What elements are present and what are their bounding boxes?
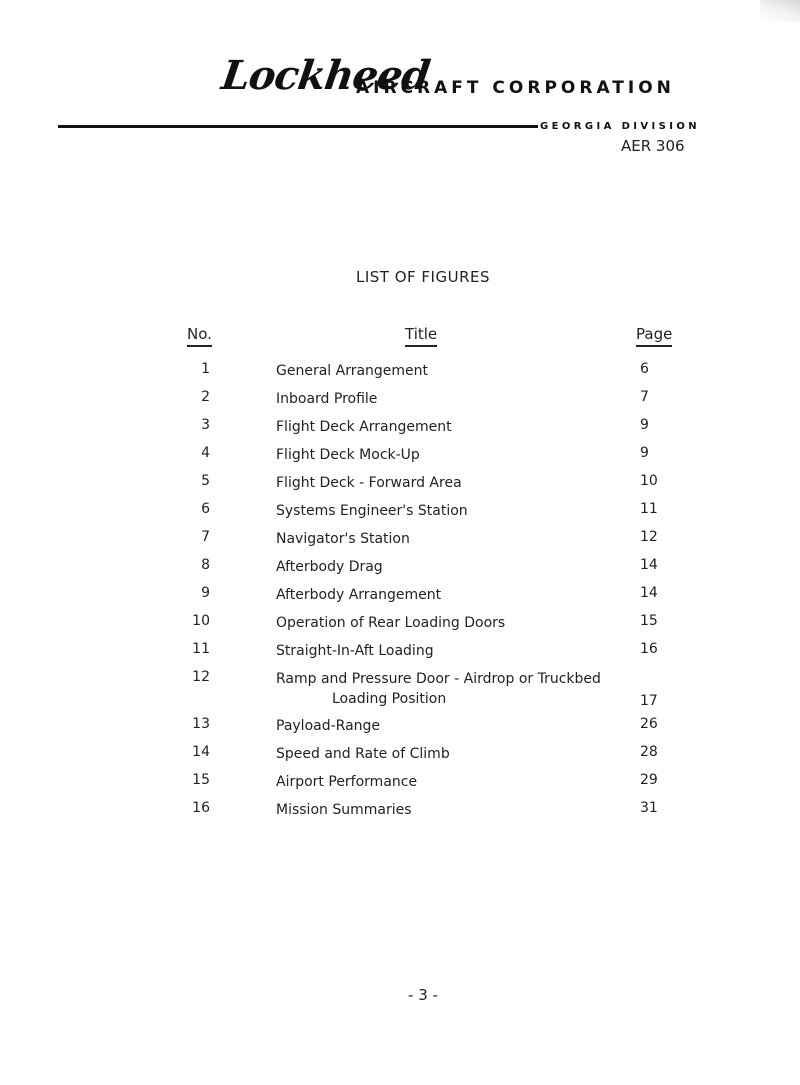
figure-title <box>276 641 626 661</box>
figure-page: 9 <box>640 417 649 433</box>
figure-title <box>276 744 626 764</box>
figure-title <box>276 669 626 709</box>
figure-title-text: Afterbody Drag <box>276 559 383 575</box>
figure-title-text: Afterbody Arrangement <box>276 587 442 603</box>
figure-title <box>276 501 626 521</box>
figure-page: 31 <box>640 800 658 816</box>
figure-number: 12 <box>192 669 210 685</box>
figure-title-text: Ramp and Pressure Door - Airdrop or Truckbed <box>276 671 601 687</box>
figure-title-text: Inboard Profile <box>276 391 378 407</box>
figure-page: 29 <box>640 772 658 788</box>
lockheed-logo: Lockheed <box>218 52 433 99</box>
column-header-no <box>187 325 212 343</box>
figure-number: 15 <box>192 772 210 788</box>
figure-title-text: Operation of Rear Loading Doors <box>276 615 506 631</box>
figure-title <box>276 613 626 633</box>
figure-number: 5 <box>201 473 210 489</box>
column-header-page <box>636 325 672 343</box>
figure-page: 16 <box>640 641 658 657</box>
figure-title-text: Speed and Rate of Climb <box>276 746 450 762</box>
figure-page: 17 <box>640 693 658 709</box>
figure-title <box>276 445 626 465</box>
figure-page: 12 <box>640 529 658 545</box>
figure-title <box>276 417 626 437</box>
figure-number: 7 <box>201 529 210 545</box>
figure-title-text: General Arrangement <box>276 363 429 379</box>
figure-page: 26 <box>640 716 658 732</box>
figure-title-text: Payload-Range <box>276 718 381 734</box>
figure-title-text: Straight-In-Aft Loading <box>276 643 434 659</box>
figure-title <box>276 473 626 493</box>
figure-number: 4 <box>201 445 210 461</box>
figure-title <box>276 557 626 577</box>
figure-title-text: Airport Performance <box>276 774 418 790</box>
figure-number: 11 <box>192 641 210 657</box>
column-header-title-label: Title <box>405 325 437 347</box>
figure-number: 6 <box>201 501 210 517</box>
figure-page: 7 <box>640 389 649 405</box>
figure-page: 11 <box>640 501 658 517</box>
figure-title-text: Mission Summaries <box>276 802 412 818</box>
document-code: AER 306 <box>621 137 685 155</box>
column-header-title <box>405 325 437 343</box>
header-rule <box>58 125 538 128</box>
figure-page: 14 <box>640 585 658 601</box>
figure-page: 28 <box>640 744 658 760</box>
figure-number: 13 <box>192 716 210 732</box>
figure-number: 3 <box>201 417 210 433</box>
division-name: GEORGIA DIVISION <box>540 121 701 132</box>
figure-title-text: Systems Engineer's Station <box>276 503 468 519</box>
figure-number: 1 <box>201 361 210 377</box>
figure-number: 8 <box>201 557 210 573</box>
figure-page: 10 <box>640 473 658 489</box>
column-header-no-label: No. <box>187 325 212 347</box>
figure-title <box>276 800 626 820</box>
company-name: AIRCRAFT CORPORATION <box>356 78 675 98</box>
figure-number: 2 <box>201 389 210 405</box>
figure-page: 6 <box>640 361 649 377</box>
scan-artifact <box>760 0 800 22</box>
figure-title-text: Flight Deck Mock-Up <box>276 447 420 463</box>
figure-page: 9 <box>640 445 649 461</box>
figure-title <box>276 389 626 409</box>
figure-page: 14 <box>640 557 658 573</box>
list-title: LIST OF FIGURES <box>355 268 490 286</box>
figure-title-continuation: Loading Position <box>332 691 447 707</box>
figure-title <box>276 772 626 792</box>
figure-title <box>276 361 626 381</box>
figure-number: 14 <box>192 744 210 760</box>
figure-title-text: Flight Deck Arrangement <box>276 419 452 435</box>
figure-page: 15 <box>640 613 658 629</box>
figure-title <box>276 716 626 736</box>
figure-title <box>276 585 626 605</box>
figure-title-text: Navigator's Station <box>276 531 410 547</box>
figure-number: 10 <box>192 613 210 629</box>
figure-title <box>276 529 626 549</box>
figure-title-text: Flight Deck - Forward Area <box>276 475 462 491</box>
figure-number: 9 <box>201 585 210 601</box>
column-header-page-label: Page <box>636 325 672 347</box>
figure-number: 16 <box>192 800 210 816</box>
page-number: - 3 - <box>408 986 438 1004</box>
